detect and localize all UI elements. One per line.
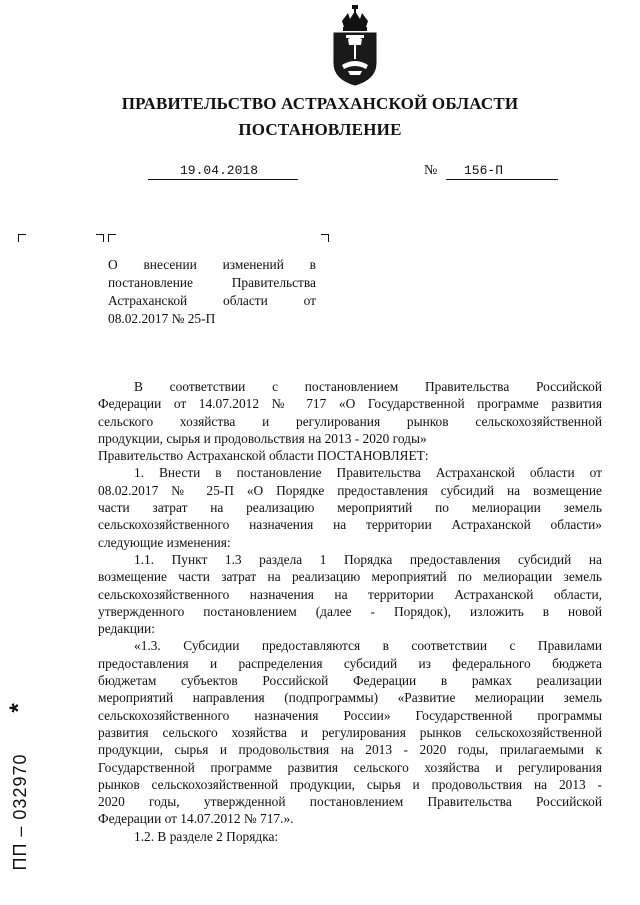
body-line: сельскохозяйственного назначения на территории Астраханской области» (98, 517, 602, 533)
document-type-title: ПОСТАНОВЛЕНИЕ (238, 120, 402, 139)
body-line: сельского хозяйства и регулирования рынков сельскохозяйственной (98, 413, 602, 429)
body-line: Правительство Астраханской области ПОСТАНОВЛЯЕТ: (98, 448, 429, 464)
side-mark: * (5, 703, 32, 713)
subject-line: постановление Правительства (108, 275, 316, 290)
body-line: Государственной программе развития сельского хозяйства и регулирования (98, 759, 602, 775)
side-serial-number: ПП – 032970 (10, 753, 30, 871)
body-line: В соответствии с постановлением Правительства Российской (134, 379, 602, 394)
body-line: Федерации от 14.07.2012 № 717 «О Государственной программе развития (98, 396, 602, 412)
body-line: 1.1. Пункт 1.3 раздела 1 Порядка предоставления субсидий на (134, 551, 602, 567)
body-line: мероприятий направления (подпрограммы) «Развитие мелиорации земель (98, 690, 602, 706)
body-line: «1.3. Субсидии предоставляются в соответствии с Правилами (134, 638, 602, 654)
document-date: 19.04.2018 (180, 163, 259, 178)
subject-corner-mark-left-a (96, 234, 104, 242)
margin-corner-mark (18, 234, 26, 242)
body-line: следующие изменения: (98, 534, 231, 550)
date-field (148, 164, 298, 180)
subject-corner-mark-left-b (108, 234, 116, 242)
body-line: утвержденного постановлением (далее - Порядок), изложить в новой (98, 603, 602, 619)
body-line: Федерации от 14.07.2012 № 717.». (98, 811, 294, 827)
body-line: сельскохозяйственного назначения на территории Астраханской области, (98, 586, 602, 602)
body-line: развития сельского хозяйства и регулирования рынков сельскохозяйственной (98, 724, 602, 740)
body-line: части затрат на реализацию мероприятий по мелиорации земель (98, 500, 602, 516)
body-line: редакции: (98, 621, 155, 637)
body-text (98, 378, 602, 845)
body-line: 08.02.2017 № 25-П «О Порядке предоставления субсидий на возмещение (98, 482, 602, 498)
number-sign: № (424, 163, 438, 178)
body-line: 1. Внести в постановление Правительства Астраханской области от (134, 465, 602, 481)
body-line: 1.2. В разделе 2 Порядка: (134, 828, 279, 844)
subject-corner-mark-right (321, 234, 329, 242)
body-line: предоставления и распределения субсидий из федерального бюджета (98, 655, 602, 671)
subject-line: О внесении изменений в (108, 257, 316, 272)
body-line: продукции, сырья и продовольствия на 2013 - 2020 годы» (98, 430, 427, 446)
coat-of-arms-emblem (328, 5, 382, 87)
body-line: продукции, сырья и продовольствия на 2013 - 2020 годы, прилагаемыми к (98, 742, 602, 758)
side-serial-stamp (0, 690, 40, 900)
body-line: рынков сельскохозяйственной продукции, сырья и продовольствия на 2013 - (98, 776, 602, 792)
body-line: возмещение части затрат на реализацию мероприятий по мелиорации земель (98, 569, 602, 585)
government-title: ПРАВИТЕЛЬСТВО АСТРАХАНСКОЙ ОБЛАСТИ (121, 94, 519, 113)
subject-block (108, 256, 316, 328)
body-line: 2020 годы, утвержденной постановлением Правительства Российской (98, 794, 602, 810)
body-line: бюджетам субъектов Российской Федерации в рамках реализации (98, 673, 602, 689)
number-field (446, 164, 558, 180)
subject-line: Астраханской области от (108, 293, 316, 308)
subject-line: 08.02.2017 № 25-П (108, 311, 216, 326)
body-line: сельскохозяйственного назначения России» Государственной программы (98, 707, 602, 723)
document-number: 156-П (464, 163, 504, 178)
